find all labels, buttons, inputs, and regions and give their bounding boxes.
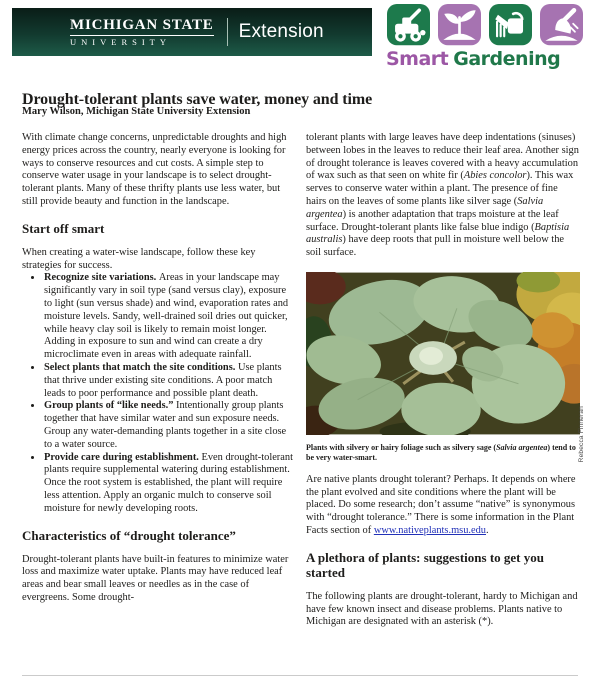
- msu-wordmark-line2: UNIVERSITY: [70, 36, 171, 47]
- bullet-recognize-site-variations: • Recognize site variations. Areas in your landscape may significantly vary in soil type (sand versus clay), exposure to light (sun versus shade) and wind, evaporation rates and moisture levels. Sandy, well-drained soil dries out quicker, while heavy clay soil is likely to remain moist longer. Adding in exposure to sun and wind can create a dry microclimate even in areas with adequate rainfall.: [43, 272, 296, 362]
- smart-gardening-logo: [386, 4, 584, 70]
- left-column: [22, 132, 296, 641]
- closing-paragraph: The following plants are drought-tolerant, hardy to Michigan and have few known insect and disease problems. Plants native to Michigan are designated with an asterisk (*).: [306, 590, 578, 628]
- watering-can-icon: [488, 4, 533, 47]
- byline: Mary Wilson, Michigan State University Extension: [22, 106, 251, 117]
- article-body: [22, 132, 586, 641]
- silvery-sage-photo: [306, 272, 580, 435]
- banner-divider: [227, 18, 228, 46]
- photo-credit: Rebecca Finneran: [578, 406, 586, 463]
- bullet-group-plants: • Group plants of “like needs.” Intentionally group plants together that have similar water and sun exposure needs. Group any water-demanding plants together in a site close to a water source.: [43, 400, 296, 451]
- strategies-list: [22, 272, 296, 515]
- photo-figure: [306, 272, 586, 463]
- strategies-lead-paragraph: When creating a water-wise landscape, follow these key strategies for success.: [22, 246, 256, 271]
- seedling-icon: [437, 4, 482, 47]
- photo-caption: Plants with silvery or hairy foliage such as silvery sage (Salvia argentea) tend to be very water-smart.: [306, 442, 576, 462]
- smart-gardening-wordmark: [386, 49, 584, 70]
- smart-gardening-icon-row: [386, 4, 584, 47]
- msu-extension-banner: [12, 8, 372, 56]
- page-title: Drought-tolerant plants save water, money and time: [22, 90, 373, 108]
- lawn-mower-icon: [386, 4, 431, 47]
- continuation-paragraph: tolerant plants with large leaves have deep indentations (sinuses) between lobes in the leaves to reduce their leaf area. Another sign of drought tolerance is leaves covered with a heavy accumulation of wax such as that seen on white fir (Abies concolor). This wax serves to conserve water within a plant. The presence of fine hairs on the leaves of some plants like silver sage (Salvia argentea) is another adaptation that traps moisture at the leaf surface. Drought-tolerant plants like false blue indigo (Baptisia australis) have deep roots that pull in moisture well below the soil surface.: [306, 132, 579, 259]
- extension-label: Extension: [238, 21, 324, 42]
- bullet-select-plants: • Select plants that match the site conditions. Use plants that thrive under existing site conditions. A poor match leads to poor performance and possible plant death.: [43, 362, 296, 400]
- heading-start-off-smart: Start off smart: [22, 220, 105, 236]
- heading-plethora: A plethora of plants: suggestions to get you started: [306, 549, 544, 580]
- bottom-table-rule: [22, 675, 578, 676]
- characteristics-paragraph: Drought-tolerant plants have built-in features to minimize water loss and maximize water uptake. Plants may have reduced leaf areas and bear small leaves or needles as in the case of evergreens. Some drought-: [22, 553, 289, 603]
- right-column: [306, 132, 586, 641]
- nativeplants-link[interactable]: www.nativeplants.msu.edu: [373, 524, 486, 536]
- msu-wordmark: [70, 18, 214, 47]
- brand-word-gardening: Gardening: [453, 48, 561, 70]
- bullet-provide-care: • Provide care during establishment. Even drought-tolerant plants require supplemental watering during establishment. Once the root system is established, the plant will require less attention. Apply an organic mulch to conserve soil moisture for newly developing roots.: [43, 452, 296, 516]
- msu-wordmark-line1: MICHIGAN STATE: [70, 18, 214, 36]
- heading-characteristics: Characteristics of “drought tolerance”: [22, 527, 236, 543]
- brand-word-smart: Smart: [386, 48, 449, 70]
- trowel-icon: [539, 4, 584, 47]
- intro-paragraph: With climate change concerns, unpredictable droughts and high energy prices across the country, nearly everyone is looking for ways to conserve resources and cut costs. A simple step to conserve water usage in your landscape is to select drought-tolerant plants. Many of these thrifty plants use less water, but still provide beauty and function in the landscape.: [22, 132, 287, 207]
- native-plants-paragraph: Are native plants drought tolerant? Perhaps. It depends on where the plant evolved and site conditions where the plant will be placed. Do some research; don’t assume “native” is synonymous with “drought tolerance.” There is some information in the Plant Facts section of www.nativeplants.msu.edu.: [306, 473, 576, 536]
